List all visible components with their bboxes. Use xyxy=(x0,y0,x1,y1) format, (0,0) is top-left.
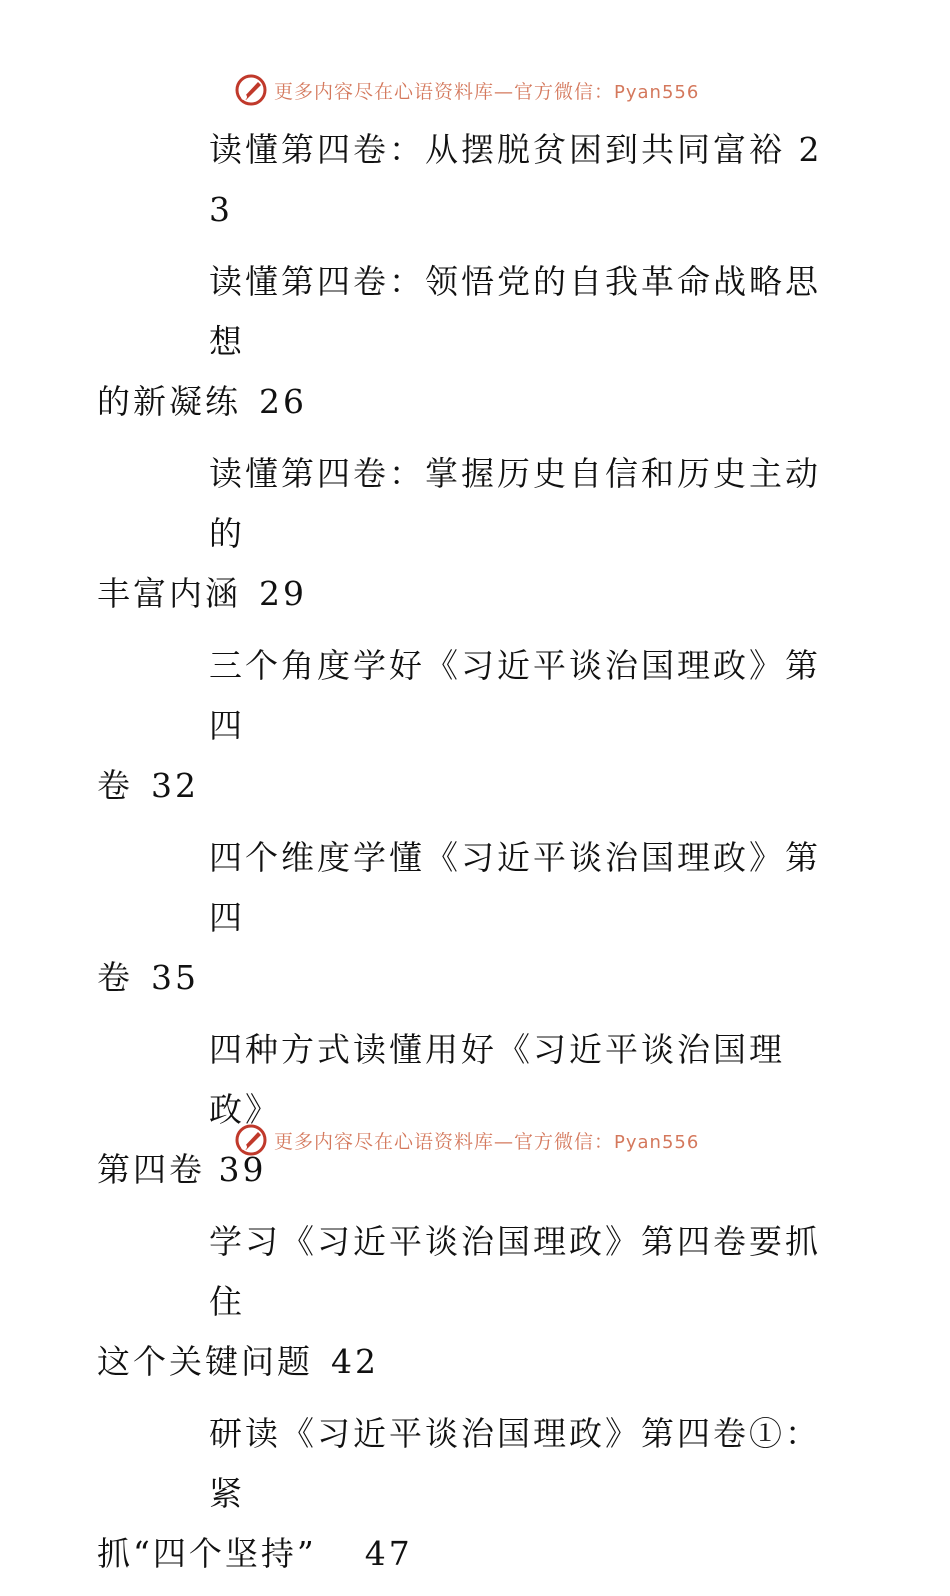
toc-entry-page: 32 xyxy=(151,766,199,805)
toc-entry[interactable] xyxy=(97,636,837,816)
pen-logo-icon xyxy=(234,1123,268,1157)
banner-site-text: 更多内容尽在心语资料库—官方微信： xyxy=(274,80,615,103)
toc-entry-title: 读懂第四卷：领悟党的自我革命战略思想 xyxy=(209,262,821,361)
toc-entry[interactable] xyxy=(97,1404,837,1584)
toc-entry-title: 学习《习近平谈治国理政》第四卷要抓住 xyxy=(209,1222,821,1321)
toc-entry-page: 42 xyxy=(331,1342,379,1381)
header-banner xyxy=(234,72,699,108)
toc-entry-title: 研读《习近平谈治国理政》第四卷①：紧 xyxy=(209,1414,821,1513)
toc-entry-title-cont: 这个关键问题 xyxy=(97,1342,313,1381)
toc-entry-title-cont: 的新凝练 xyxy=(97,382,241,421)
toc-entry-title-cont: 卷 xyxy=(97,958,133,997)
toc-entry-title-cont: 抓“四个坚持” xyxy=(97,1534,317,1573)
toc-entry-title-cont: 第四卷 xyxy=(97,1150,205,1189)
toc-entry-page: 23 xyxy=(209,130,823,229)
toc-entry-page: 39 xyxy=(218,1150,267,1189)
toc-entry[interactable] xyxy=(97,120,837,240)
toc-entry-title: 读懂第四卷：掌握历史自信和历史主动的 xyxy=(209,454,821,553)
toc-entry[interactable] xyxy=(97,444,837,624)
toc-entry-page: 26 xyxy=(259,382,307,421)
table-of-contents xyxy=(97,120,837,1596)
toc-entry-title: 读懂第四卷：从摆脱贫困到共同富裕 xyxy=(209,130,785,169)
toc-entry-page: 29 xyxy=(259,574,307,613)
footer-banner xyxy=(234,1122,699,1158)
toc-entry[interactable] xyxy=(97,1020,837,1200)
toc-entry-title-cont: 丰富内涵 xyxy=(97,574,241,613)
toc-entry[interactable] xyxy=(97,252,837,432)
toc-entry-title: 三个角度学好《习近平谈治国理政》第四 xyxy=(209,646,821,745)
toc-entry-page: 35 xyxy=(151,958,199,997)
pen-logo-icon xyxy=(234,73,268,107)
banner-wechat-id: Pyan556 xyxy=(614,1131,700,1153)
toc-entry-title-cont: 卷 xyxy=(97,766,133,805)
toc-entry-title: 四个维度学懂《习近平谈治国理政》第四 xyxy=(209,838,821,937)
toc-entry-page: 47 xyxy=(364,1534,413,1573)
toc-entry[interactable] xyxy=(97,828,837,1008)
toc-entry-title: 四种方式读懂用好《习近平谈治国理政》 xyxy=(209,1030,785,1129)
toc-entry[interactable] xyxy=(97,1212,837,1392)
banner-site-text: 更多内容尽在心语资料库—官方微信： xyxy=(274,1130,615,1153)
banner-wechat-id: Pyan556 xyxy=(614,81,700,103)
